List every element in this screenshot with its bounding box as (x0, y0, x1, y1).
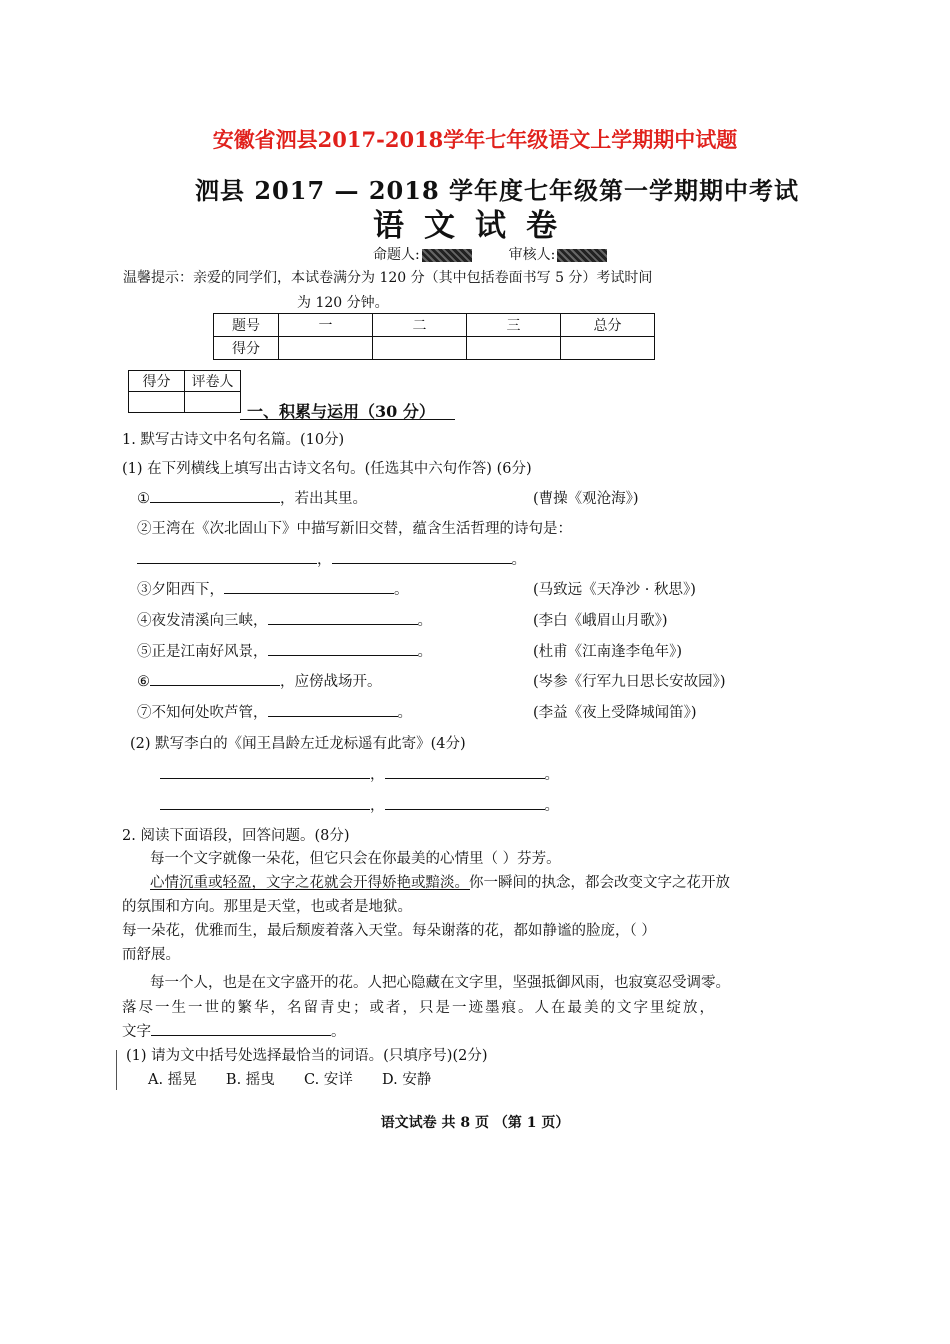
reviewer-redaction (557, 249, 607, 262)
q1-item-1-source: (曹操《观沧海》) (533, 491, 639, 507)
option-d: D. 安静 (382, 1072, 432, 1088)
q1-title: 1. 默写古诗文中名句名篇。(10分) (122, 432, 345, 448)
q1-item-2: ②王湾在《次北固山下》中描写新旧交替，蕴含生活哲理的诗句是： (137, 521, 572, 537)
q1-item-3: ③夕阳西下， 。 (137, 578, 409, 599)
document-red-title: 安徽省泗县2017-2018学年七年级语文上学期期中试题 (212, 127, 738, 152)
answer-blank[interactable] (268, 702, 398, 717)
q1-item-7-source: (李益《夜上受降城闻笛》) (533, 705, 697, 721)
page-footer: 语文试卷 共 8 页 （第 1 页） (380, 1115, 570, 1131)
q1-sub2-answer-2: ， 。 (160, 794, 559, 815)
score-header-3: 三 (467, 314, 561, 337)
q2-paragraph-4b: 落尽一生一世的繁华，名留青史；或者，只是一迹墨痕。人在最美的文字里绽放， (122, 1000, 716, 1016)
q1-item-2-answer: ， 。 (137, 548, 526, 569)
tip-line-2: 为 120 分钟。 (297, 295, 389, 311)
q1-item-6: ⑥ ，应傍战场开。 (137, 670, 382, 691)
exam-title: 泗县 2017 — 2018 学年度七年级第一学期期中考试 (195, 176, 800, 205)
q2-paragraph-4a: 每一个人，也是在文字盛开的花。人把心隐藏在文字里，坚强抵御风雨，也寂寞忍受调零。 (150, 975, 730, 991)
q1-item-3-source: (马致远《天净沙 · 秋思》) (533, 582, 696, 598)
q1-item-6-source: (岑参《行军九日思长安故园》) (533, 674, 726, 690)
answer-blank[interactable] (268, 610, 418, 625)
p2-underline (150, 889, 470, 890)
section-1-title: 一、积累与运用（30 分） (247, 402, 435, 421)
tip-line-1: 温馨提示：亲爱的同学们，本试卷满分为 120 分（其中包括卷面书写 5 分）考试时间 (123, 270, 653, 286)
score-header-label: 题号 (214, 314, 279, 337)
grader-header-score: 得分 (129, 371, 185, 392)
answer-blank[interactable] (332, 549, 512, 564)
score-header-total: 总分 (561, 314, 655, 337)
option-b: B. 摇曳 (225, 1072, 275, 1088)
q1-item-4-source: (李白《峨眉山月歌》) (533, 613, 668, 629)
score-table (213, 313, 655, 360)
answer-blank[interactable] (150, 488, 280, 503)
author-line (373, 244, 607, 264)
grader-header-grader: 评卷人 (185, 371, 241, 392)
q2-paragraph-2a: 心情沉重或轻盈，文字之花就会开得娇艳或黯淡。你一瞬间的执念，都会改变文字之花开放 (150, 875, 730, 891)
score-cell-2 (373, 337, 467, 360)
q1-item-4: ④夜发清溪向三峡， 。 (137, 609, 432, 630)
grader-cell-score (129, 392, 185, 413)
reviewer-label: 审核人: (508, 247, 556, 263)
q1-sub2: (2) 默写李白的《闻王昌龄左迁龙标遥有此寄》(4分) (130, 736, 466, 752)
grader-cell-grader (185, 392, 241, 413)
q2-paragraph-1: 每一个文字就像一朵花，但它只会在你最美的心情里（ ）芬芳。 (150, 851, 561, 867)
option-c: C. 安详 (304, 1072, 353, 1088)
score-cell-total (561, 337, 655, 360)
q1-sub2-answer-1: ， 。 (160, 763, 559, 784)
q1-item-7: ⑦不知何处吹芦管， 。 (137, 701, 412, 722)
q2-sub1: (1) 请为文中括号处选择最恰当的词语。(只填序号)(2分) (126, 1048, 488, 1064)
subject-title: 语文试卷 (373, 208, 577, 244)
author-label: 命题人: (373, 247, 420, 263)
answer-blank[interactable] (385, 795, 545, 810)
answer-blank[interactable] (150, 671, 280, 686)
q1-item-1: ① ，若出其里。 (137, 487, 367, 508)
score-header-2: 二 (373, 314, 467, 337)
q2-options (148, 1068, 431, 1089)
section-underline (240, 419, 455, 420)
margin-line (116, 1050, 117, 1090)
answer-blank[interactable] (268, 641, 418, 656)
answer-blank[interactable] (160, 764, 370, 779)
answer-blank[interactable] (151, 1021, 331, 1036)
answer-blank[interactable] (385, 764, 545, 779)
author-redaction (422, 249, 472, 262)
score-row-label: 得分 (214, 337, 279, 360)
q2-title: 2. 阅读下面语段，回答问题。(8分) (122, 828, 350, 844)
answer-blank[interactable] (224, 579, 394, 594)
q1-sub1: (1) 在下列横线上填写出古诗文名句。(任选其中六句作答) (6分) (122, 461, 532, 477)
answer-blank[interactable] (137, 549, 317, 564)
q1-item-5: ⑤正是江南好风景， 。 (137, 640, 432, 661)
score-cell-1 (279, 337, 373, 360)
answer-blank[interactable] (160, 795, 370, 810)
q2-paragraph-2b: 的氛围和方向。那里是天堂，也或者是地狱。 (122, 899, 412, 915)
score-header-1: 一 (279, 314, 373, 337)
q2-paragraph-4c: 文字 。 (122, 1020, 346, 1041)
option-a: A. 摇晃 (148, 1072, 197, 1088)
q2-paragraph-3a: 每一朵花，优雅而生，最后颓废着落入天堂。每朵谢落的花，都如静谧的脸庞，（ ） (122, 923, 656, 939)
grader-table (128, 370, 241, 413)
q2-paragraph-3b: 而舒展。 (122, 947, 180, 963)
score-cell-3 (467, 337, 561, 360)
q1-item-5-source: (杜甫《江南逢李龟年》) (533, 644, 683, 660)
